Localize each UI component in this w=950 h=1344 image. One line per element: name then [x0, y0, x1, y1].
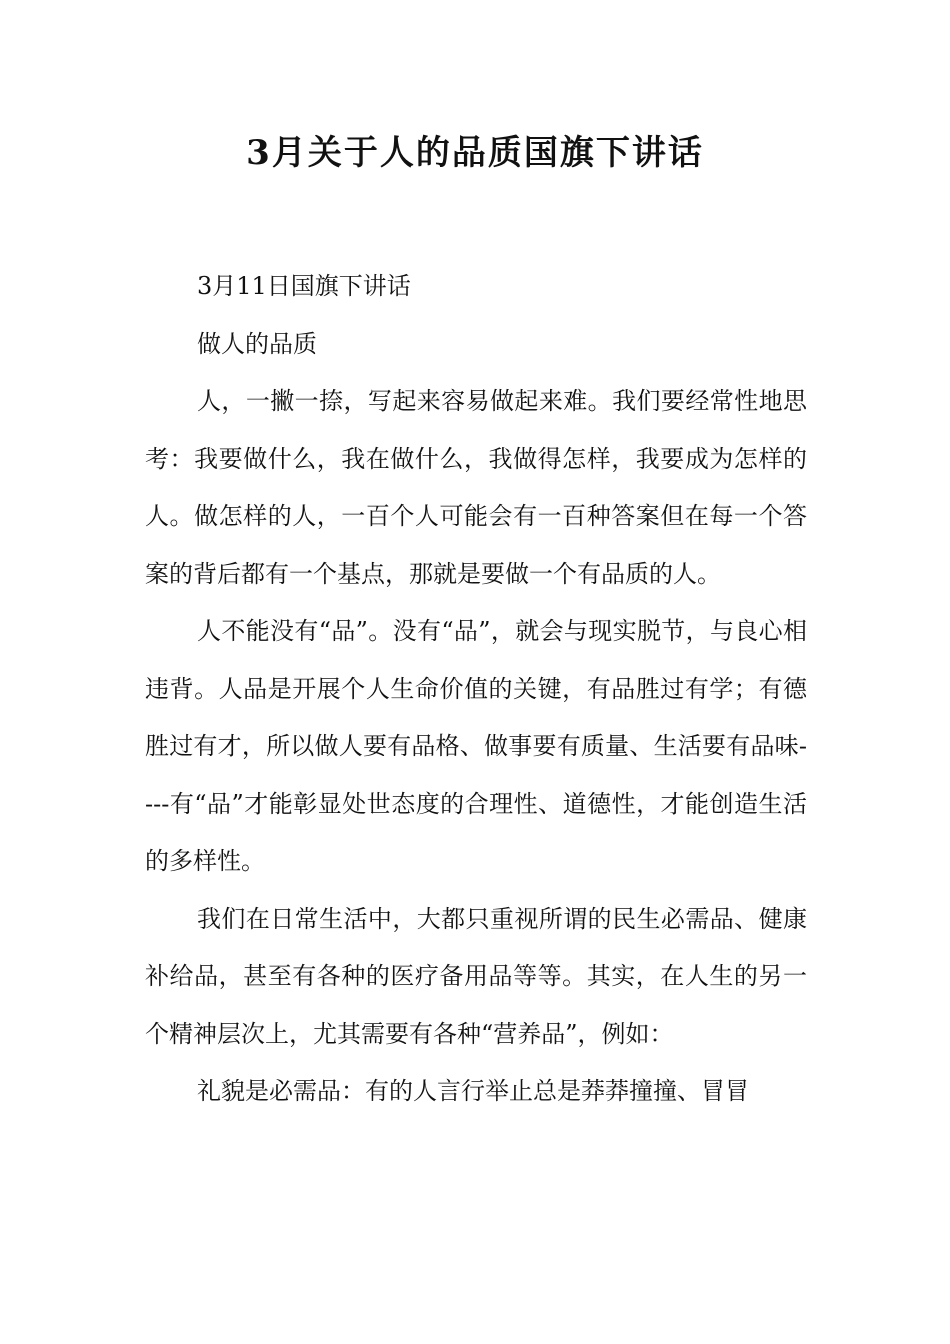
document-title: 3月关于人的品质国旗下讲话 [246, 133, 704, 173]
paragraph-2: 人不能没有“品”。没有“品”，就会与现实脱节，与良心相违背。人品是开展个人生命价值的关键，有品胜过有学；有德胜过有才，所以做人要有品格、做事要有质量、生活要有品味----有“品”才能彰显处世态度的合理性、道德性，才能创造生活的多样性。 [145, 617, 807, 875]
paragraph-3: 我们在日常生活中，大都只重视所谓的民生必需品、健康补给品，甚至有各种的医疗备用品等等。其实，在人生的另一个精神层次上，尤其需要有各种“营养品”，例如： [145, 904, 807, 1048]
document-body [145, 258, 807, 1121]
paragraph-1: 人，一撇一捺，写起来容易做起来难。我们要经常性地思考：我要做什么，我在做什么，我做得怎样，我要成为怎样的人。做怎样的人，一百个人可能会有一百种答案但在每一个答案的背后都有一个基点，那就是要做一个有品质的人。 [145, 387, 807, 588]
paragraph-date-heading: 3月11日国旗下讲话 [197, 272, 411, 300]
paragraph-4: 礼貌是必需品：有的人言行举止总是莽莽撞撞、冒冒 [197, 1077, 749, 1105]
paragraph-subtitle: 做人的品质 [197, 329, 317, 358]
